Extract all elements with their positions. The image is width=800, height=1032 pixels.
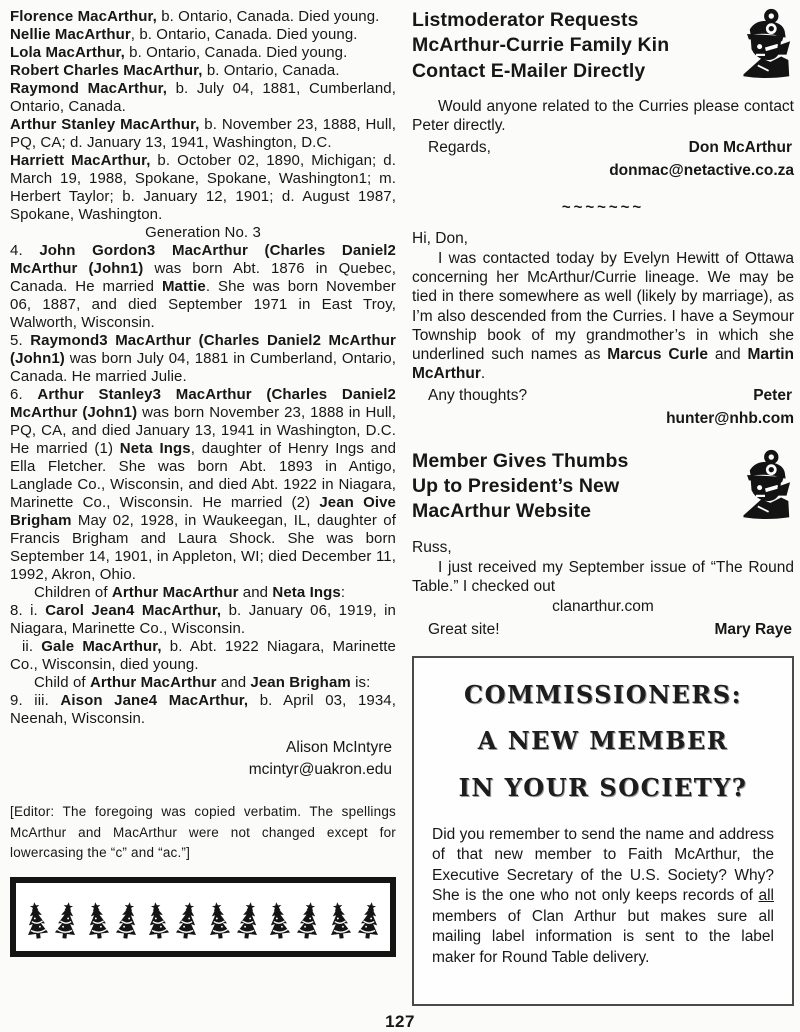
paragraph: 5. Raymond3 MacArthur (Charles Daniel2 McArthur (John1) was born July 04, 1881 in Cumberland, Ontario, Canada. He married Julie. (10, 332, 396, 385)
commissioners-body: Did you remember to send the name and address of that new member to Faith McArthur, the Executive Secretary of the U.S. Society? Why? She is the one who not only keeps records of all members of Clan Arthur but makes sure all mailing label information is sent to the label maker for Round Table delivery. (432, 825, 774, 966)
christmas-tree-icon (232, 892, 265, 949)
soldier-head-icon (736, 449, 794, 525)
christmas-tree-icon (50, 892, 83, 949)
genealogy-text (10, 8, 396, 728)
right-column (412, 8, 794, 1006)
christmas-tree-icon (141, 892, 174, 949)
listmoderator-sign-row (412, 138, 794, 158)
paragraph: Florence MacArthur, b. Ontario, Canada. Died young. (10, 8, 380, 25)
paragraph: 8. i. Carol Jean4 MacArthur, b. January 06, 1919, in Niagara, Marinette Co., Wisconsin. (10, 602, 396, 637)
article-listmoderator-body: Would anyone related to the Curries please contact Peter directly. (412, 98, 794, 135)
christmas-tree-icon (322, 892, 355, 949)
website-sign-row (412, 620, 794, 640)
christmas-tree-icon (262, 892, 295, 949)
paragraph: Child of Arthur MacArthur and Jean Brigham is: (34, 674, 371, 691)
paragraph: Arthur Stanley MacArthur, b. November 23, 1888, Hull, PQ, CA; d. January 13, 1941, Washington, D.C. (10, 116, 396, 151)
soldier-head-icon (736, 8, 794, 84)
reply-greeting: Hi, Don, (412, 229, 468, 247)
great-site-label: Great site! (428, 621, 500, 639)
reply-sign-row (412, 386, 794, 406)
christmas-tree-icon (171, 892, 204, 949)
paragraph: Nellie MacArthur, b. Ontario, Canada. Died young. (10, 26, 358, 43)
signature-name: Alison McIntyre (286, 739, 392, 756)
christmas-tree-icon (353, 892, 386, 949)
signature-block (10, 737, 392, 780)
paragraph: Raymond MacArthur, b. July 04, 1881, Cumberland, Ontario, Canada. (10, 80, 396, 115)
regards-label: Regards, (428, 139, 491, 157)
paragraph: Robert Charles MacArthur, b. Ontario, Canada. (10, 62, 340, 79)
christmas-tree-icon (80, 892, 113, 949)
clanarthur-url: clanarthur.com (552, 598, 654, 616)
paragraph: Lola MacArthur, b. Ontario, Canada. Died young. (10, 44, 348, 61)
website-body: I just received my September issue of “The Round Table.” I checked out (412, 558, 794, 596)
commissioners-box (412, 656, 794, 1006)
editor-note: [Editor: The foregoing was copied verbatim. The spellings McArthur and MacArthur were not changed except for lowercasing the “c” and “ac.”] (10, 804, 396, 860)
paragraph: 4. John Gordon3 MacArthur (Charles Daniel2 McArthur (John1) was born Abt. 1876 in Quebec, Canada. He married Mattie. She was born November 06, 1887, and died September 1971 in East Troy, Walworth, Wisconsin. (10, 242, 396, 331)
christmas-tree-icon (292, 892, 325, 949)
signer-don-mcarthur: Don McArthur (688, 139, 792, 157)
paragraph: ii. Gale MacArthur, b. Abt. 1922 Niagara, Marinette Co., Wisconsin, died young. (10, 638, 396, 673)
commissioners-title: COMMISSIONERS: A NEW MEMBER IN YOUR SOCIETY? (458, 679, 748, 803)
tilde-divider: ~~~~~~~ (561, 198, 645, 216)
reply-body: I was contacted today by Evelyn Hewitt of Ottawa concerning her McArthur/Currie lineage. We may be tied in there somewhere as well (likely by marriage), as I’m also descended from the Curries. I have a Seymour Township book of my grandmother’s in which she underlined such names as Marcus Curle and Martin McArthur. (412, 249, 794, 383)
paragraph: 9. iii. Aison Jane4 MacArthur, b. April 03, 1934, Neenah, Wisconsin. (10, 692, 396, 727)
signer-mary-raye: Mary Raye (714, 621, 792, 639)
signature-email: mcintyr@uakron.edu (248, 760, 392, 778)
don-email: donmac@netactive.co.za (609, 161, 794, 179)
paragraph: Children of Arthur MacArthur and Neta Ings: (34, 584, 346, 601)
christmas-tree-icon (111, 892, 144, 949)
article-listmoderator-title: Listmoderator Requests McArthur-Currie Family Kin Contact E-Mailer Directly (412, 9, 670, 82)
peter-email: hunter@nhb.com (666, 409, 794, 427)
paragraph: Harriett MacArthur, b. October 02, 1890, Michigan; d. March 19, 1988, Spokane, Spokane, Washington1; m. Herbert Taylor; b. January 12, 1901; d. August 1987, Spokane, Washington. (10, 152, 397, 223)
article-website-header (412, 449, 794, 525)
signer-peter: Peter (753, 387, 792, 405)
christmas-tree-banner (10, 877, 396, 957)
christmas-tree-icon (20, 892, 53, 949)
paragraph: 6. Arthur Stanley3 MacArthur (Charles Daniel2 McArthur (John1) was born November 23, 1888 in Hull, PQ, CA, and died January 13, 1941 in Washington, D.C. He married (1) Neta Ings, daughter of Henry Ings and Ella Fletcher. She was born Abt. 1893 in Antigo, Langlade Co., Wisconsin, and died Abt. 1922 in Niagara, Marinette Co., Wisconsin. He married (2) Jean Oive Brigham May 02, 1928, in Waukeegan, IL, daughter of Francis Brigham and Laura Shock. She was born September 14, 1901, in Appleton, WI; died December 11, 1992, Akron, Ohio. (10, 386, 397, 583)
left-column (10, 8, 396, 1006)
article-listmoderator-header (412, 8, 794, 84)
page-number: 127 (385, 1011, 415, 1031)
article-website-title: Member Gives Thumbs Up to President’s New MacArthur Website (412, 449, 629, 523)
website-greeting: Russ, (412, 538, 452, 556)
christmas-tree-icon (201, 892, 234, 949)
paragraph: Generation No. 3 (145, 224, 261, 241)
any-thoughts-label: Any thoughts? (428, 387, 528, 405)
